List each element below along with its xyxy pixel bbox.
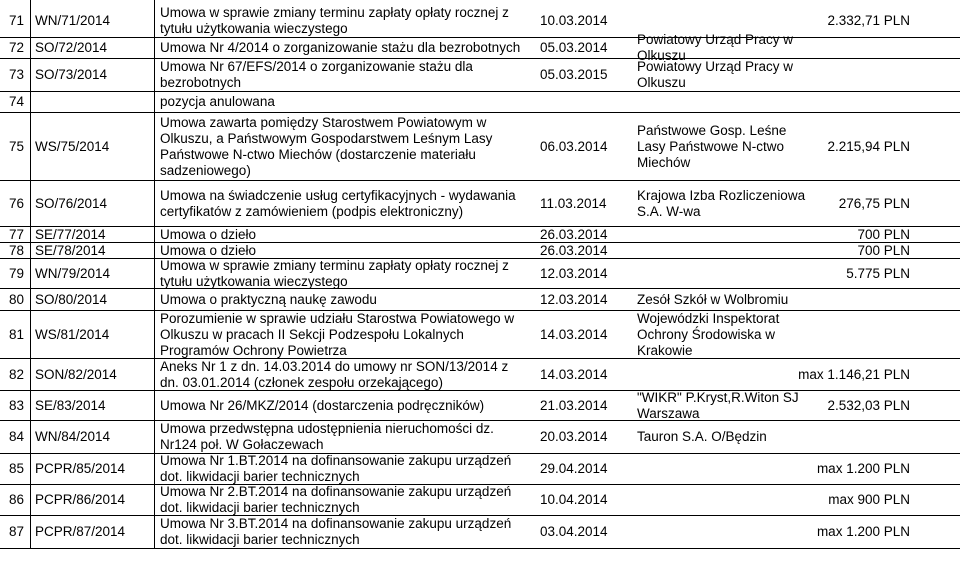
contract-description: Umowa Nr 1.BT.2014 na dofinansowanie zakupu urządzeń dot. likwidacji barier technicznych xyxy=(160,453,512,484)
table-row xyxy=(0,516,960,549)
contract-party: "WIKR" P.Kryst,R.Witon SJ Warszawa xyxy=(637,389,799,421)
contract-signature: SE/78/2014 xyxy=(35,242,106,258)
table-row xyxy=(0,227,960,243)
contract-signature: PCPR/86/2014 xyxy=(35,492,126,507)
row-number: 83 xyxy=(9,397,25,413)
contract-signature: SE/83/2014 xyxy=(35,397,106,413)
contract-amount: max 1.146,21 PLN xyxy=(798,366,910,382)
table-row xyxy=(0,181,960,227)
table-row xyxy=(0,311,960,359)
row-number: 77 xyxy=(9,226,25,242)
row-number: 80 xyxy=(9,291,25,307)
contract-party xyxy=(637,243,817,258)
contract-date: 12.03.2014 xyxy=(540,265,608,281)
contract-amount: 5.775 PLN xyxy=(846,265,910,281)
contract-signature: WN/71/2014 xyxy=(35,12,111,28)
contract-description: Umowa o dzieło xyxy=(160,242,257,258)
contract-party: Krajowa Izba Rozliczeniowa S.A. W-wa xyxy=(637,187,806,219)
contract-amount: 2.332,71 PLN xyxy=(827,12,910,28)
contract-party: Wojewódzki Inspektorat Ochrony Środowiska w Krakowie xyxy=(637,310,780,358)
row-number: 81 xyxy=(9,326,25,342)
contract-date: 03.04.2014 xyxy=(540,524,608,539)
contract-party xyxy=(637,516,817,548)
contract-amount: 700 PLN xyxy=(857,226,910,242)
contract-signature: SO/72/2014 xyxy=(35,40,108,55)
contract-description: Umowa zawarta pomiędzy Starostwem Powiatowym w Olkuszu, a Państwowym Gospodarstwem Leśnym Lasy Państwowe N-ctwo Miechów (dostarczenie materiału sadzeniowego) xyxy=(160,114,493,178)
row-number: 72 xyxy=(9,40,25,55)
contract-party xyxy=(637,454,817,484)
contract-date: 11.03.2014 xyxy=(540,195,607,211)
contract-signature: WN/79/2014 xyxy=(35,265,111,281)
contract-amount: max 900 PLN xyxy=(828,492,910,507)
contract-description: pozycja anulowana xyxy=(160,94,275,109)
table-row xyxy=(0,485,960,516)
contract-signature: PCPR/85/2014 xyxy=(35,461,126,476)
contract-signature: SO/76/2014 xyxy=(35,195,108,211)
contract-party: Powiatowy Urząd Pracy w Olkuszu xyxy=(637,32,794,63)
table-row xyxy=(0,391,960,421)
row-number: 87 xyxy=(9,524,25,539)
row-number: 78 xyxy=(9,242,25,258)
contract-date: 21.03.2014 xyxy=(540,397,608,413)
contract-amount: 276,75 PLN xyxy=(838,195,910,211)
contract-party: Powiatowy Urząd Pracy w Olkuszu xyxy=(637,59,794,90)
contract-description: Porozumienie w sprawie udziału Starostwa Powiatowego w Olkuszu w pracach II Sekcji Podzespołu Lokalnych Programów Ochrony Powietrza xyxy=(160,310,515,358)
contract-party: Tauron S.A. O/Będzin xyxy=(637,429,767,444)
contract-signature: SE/77/2014 xyxy=(35,226,106,242)
contract-date: 14.03.2014 xyxy=(540,326,608,342)
table-row xyxy=(0,32,960,63)
row-number: 75 xyxy=(9,138,25,154)
contract-date: 12.03.2014 xyxy=(540,291,608,307)
contract-party xyxy=(637,485,817,515)
contract-description: Aneks Nr 1 z dn. 14.03.2014 do umowy nr SON/13/2014 z dn. 03.01.2014 (członek zespołu orzekającego) xyxy=(160,358,509,390)
contract-amount: 2.532,03 PLN xyxy=(827,397,910,413)
contract-amount: max 1.200 PLN xyxy=(816,461,910,476)
contract-amount: max 1.200 PLN xyxy=(816,524,910,539)
contract-party xyxy=(637,359,817,390)
table-row xyxy=(0,113,960,181)
contract-signature: SO/80/2014 xyxy=(35,291,108,307)
contract-date: 10.03.2014 xyxy=(540,12,608,28)
row-number: 74 xyxy=(9,94,25,109)
table-row xyxy=(0,259,960,289)
contract-description: Umowa Nr 3.BT.2014 na dofinansowanie zakupu urządzeń dot. likwidacji barier technicznych xyxy=(160,516,512,547)
row-number: 86 xyxy=(9,492,25,507)
contract-signature: WS/75/2014 xyxy=(35,138,110,154)
contract-date: 05.03.2015 xyxy=(540,67,608,82)
row-number: 76 xyxy=(9,195,25,211)
contract-signature: WN/84/2014 xyxy=(35,429,111,444)
contract-description: Umowa o praktyczną naukę zawodu xyxy=(160,291,377,307)
contract-date: 06.03.2014 xyxy=(540,138,608,154)
table-row xyxy=(0,454,960,485)
table-row xyxy=(0,92,960,113)
contract-signature: WS/81/2014 xyxy=(35,326,110,342)
row-number: 71 xyxy=(9,12,25,28)
contract-date: 26.03.2014 xyxy=(540,226,608,242)
contract-signature: SON/82/2014 xyxy=(35,366,117,382)
contract-amount: 2.215,94 PLN xyxy=(827,138,910,154)
row-number: 82 xyxy=(9,366,25,382)
col-divider xyxy=(30,0,31,549)
contract-description: Umowa w sprawie zmiany terminu zapłaty opłaty rocznej z tytułu użytkowania wieczystego xyxy=(160,4,509,36)
row-number: 84 xyxy=(9,429,25,444)
contract-party xyxy=(637,92,817,112)
contract-date: 05.03.2014 xyxy=(540,40,608,55)
contract-amount: 700 PLN xyxy=(857,242,910,258)
row-number: 85 xyxy=(9,461,25,476)
contract-date: 26.03.2014 xyxy=(540,242,608,258)
table-row xyxy=(0,59,960,92)
contract-signature: SO/73/2014 xyxy=(35,67,108,82)
contract-date: 14.03.2014 xyxy=(540,366,608,382)
contract-date: 20.03.2014 xyxy=(540,429,608,444)
contract-description: Umowa w sprawie zmiany terminu zapłaty opłaty rocznej z tytułu użytkowania wieczystego xyxy=(160,257,509,289)
row-number: 79 xyxy=(9,265,25,281)
contract-description: Umowa przedwstępna udostępnienia nieruchomości dz. Nr124 poł. W Gołaczewach xyxy=(160,421,494,452)
contract-description: Umowa Nr 26/MKZ/2014 (dostarczenia podręczników) xyxy=(160,397,485,413)
contract-signature: PCPR/87/2014 xyxy=(35,524,126,539)
table-row xyxy=(0,289,960,311)
contract-date: 29.04.2014 xyxy=(540,461,608,476)
row-number: 73 xyxy=(9,67,25,82)
contract-description: Umowa Nr 2.BT.2014 na dofinansowanie zakupu urządzeń dot. likwidacji barier technicznych xyxy=(160,484,512,515)
contract-description: Umowa Nr 67/EFS/2014 o zorganizowanie stażu dla bezrobotnych xyxy=(160,59,473,90)
table-row xyxy=(0,421,960,454)
contract-description: Umowa Nr 4/2014 o zorganizowanie stażu dla bezrobotnych xyxy=(160,40,521,55)
contract-party: Państwowe Gosp. Leśne Lasy Państwowe N-ctwo Miechów xyxy=(637,122,787,170)
table-row xyxy=(0,359,960,391)
contract-description: Umowa na świadczenie usług certyfikacyjnych - wydawania certyfikatów z zamówieniem (podpis elektroniczny) xyxy=(160,187,516,219)
contract-party: Zesół Szkół w Wolbromiu xyxy=(637,291,789,307)
col-divider xyxy=(154,0,155,549)
contract-party xyxy=(637,259,817,288)
contract-party xyxy=(637,227,817,242)
contract-description: Umowa o dzieło xyxy=(160,226,257,242)
contract-date: 10.04.2014 xyxy=(540,492,608,507)
